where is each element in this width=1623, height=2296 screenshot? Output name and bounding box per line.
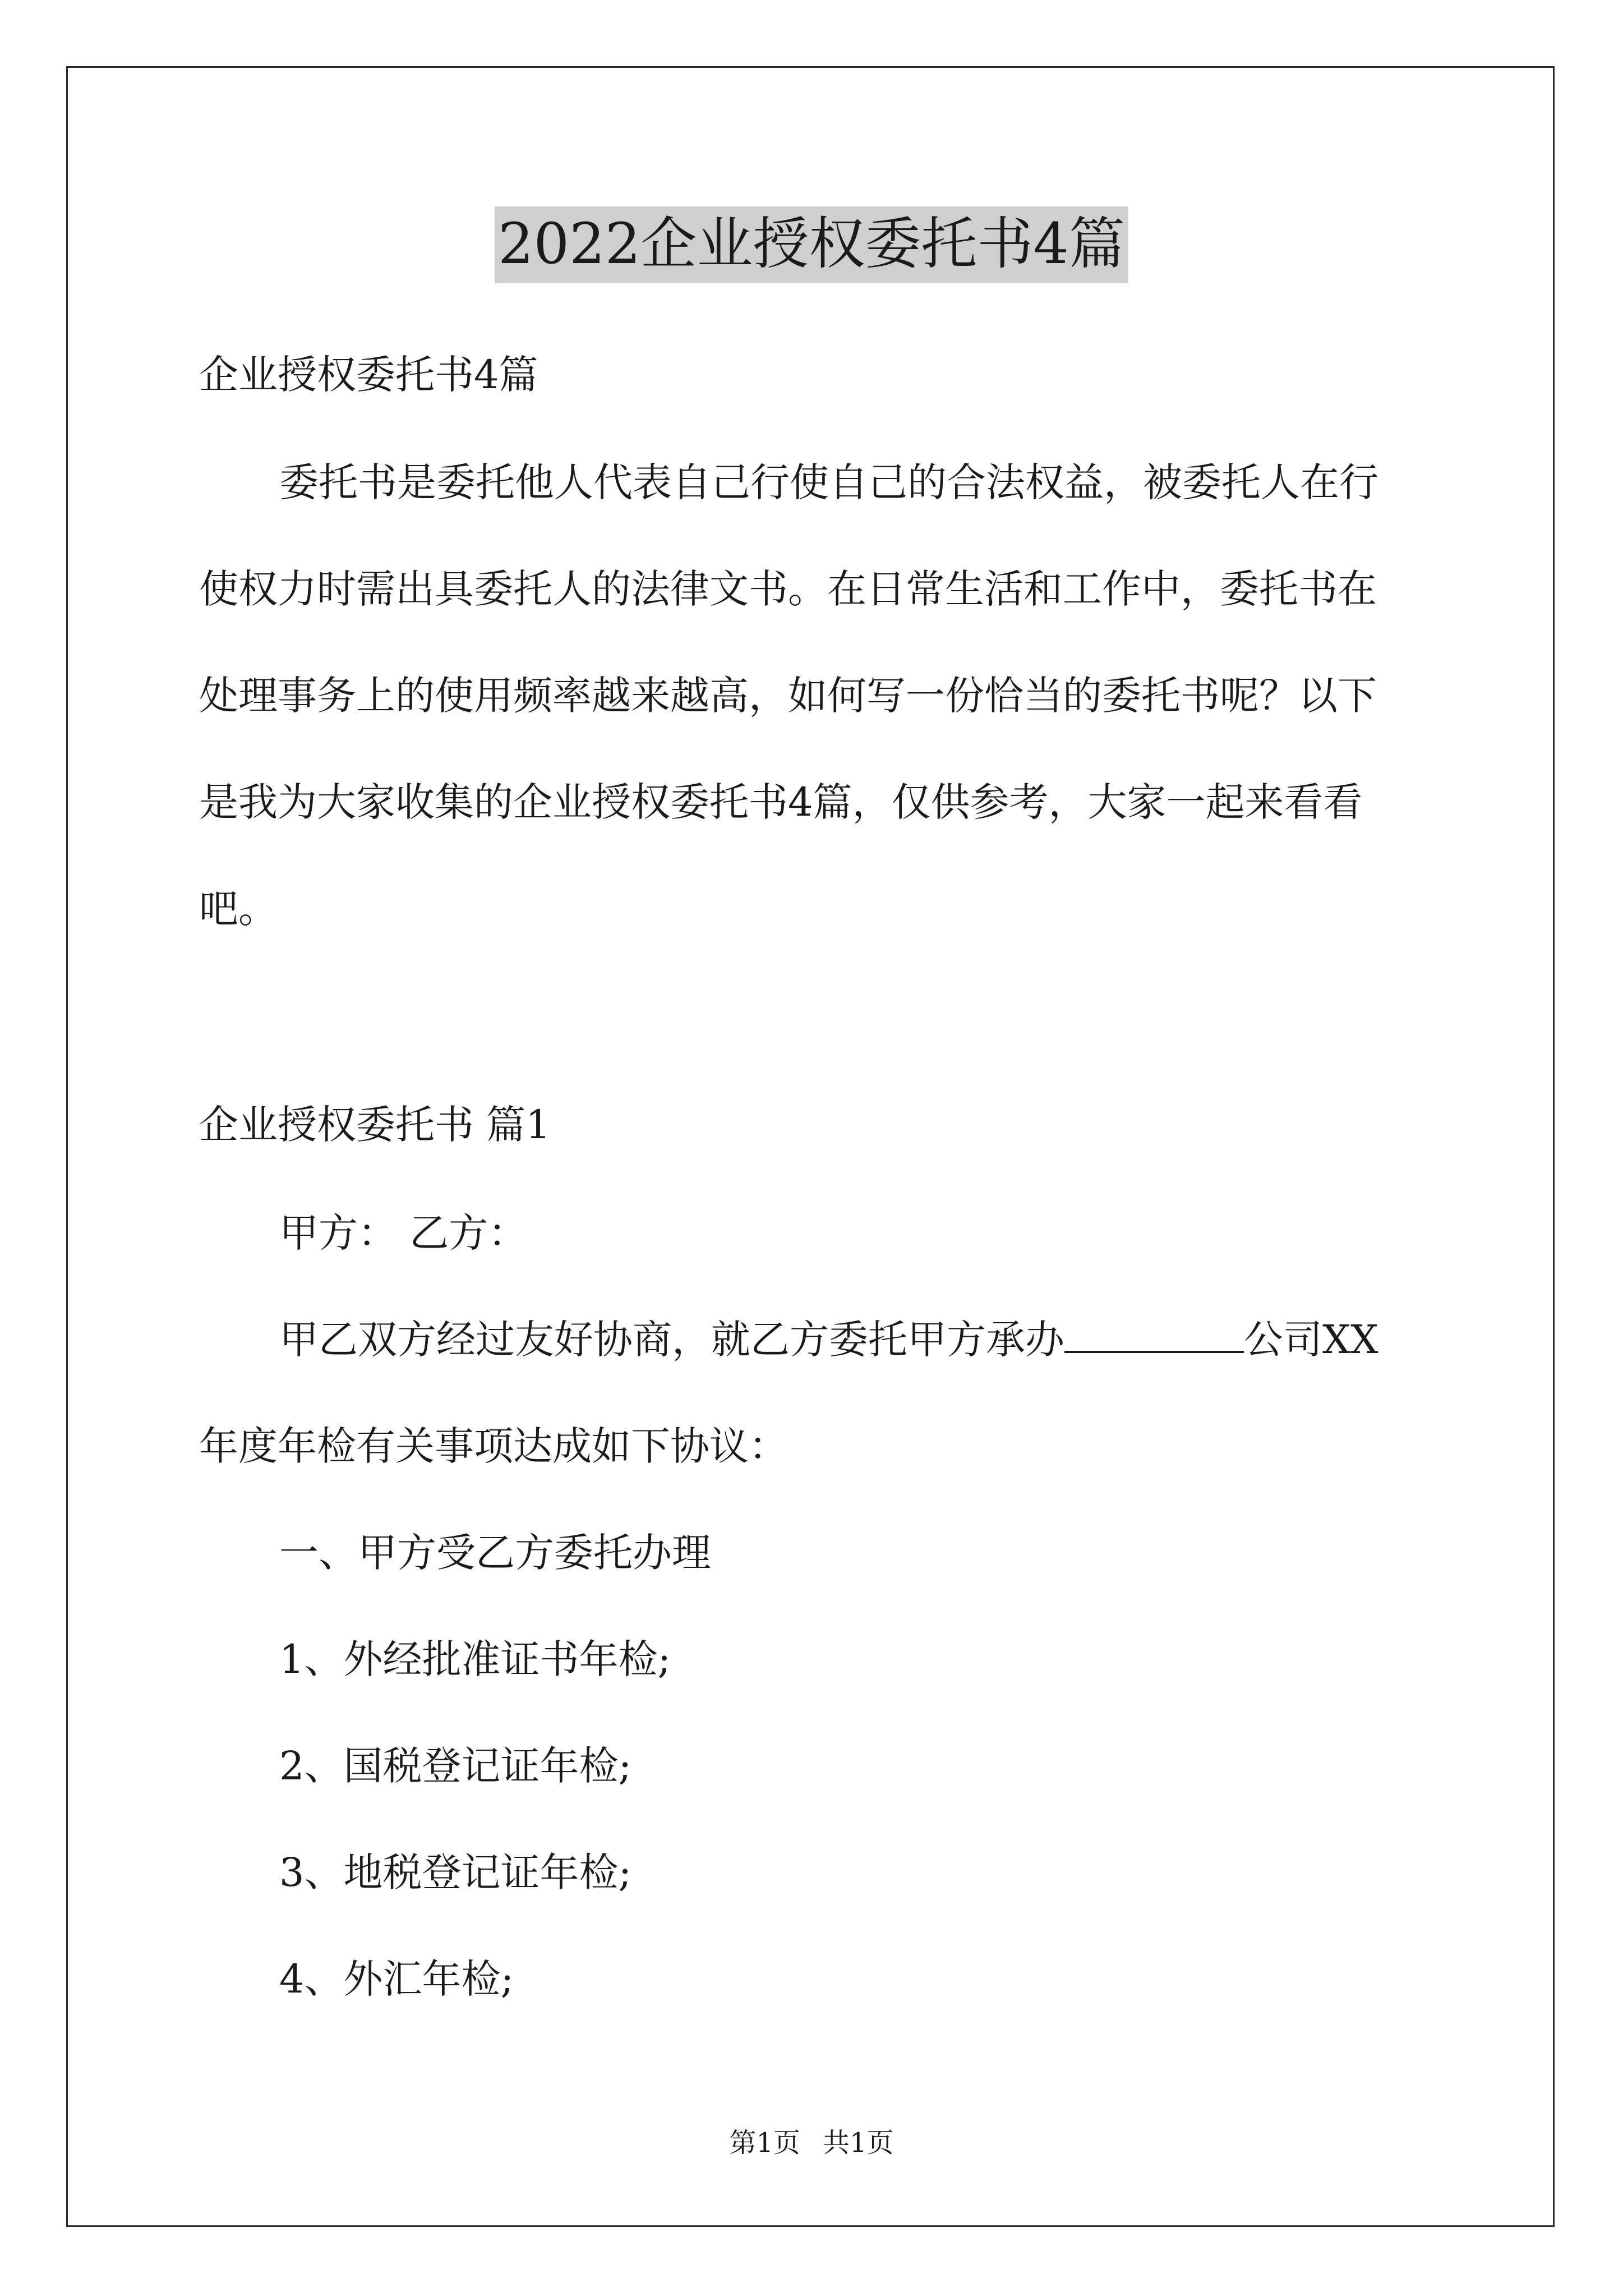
list-item: 3、地税登记证年检; xyxy=(279,1849,632,1895)
intro-line-3: 处理事务上的使用频率越来越高，如何写一份恰当的委托书呢？以下 xyxy=(199,673,1377,719)
intro-line-5: 吧。 xyxy=(199,886,278,932)
page-number-total: 共1页 xyxy=(823,2127,894,2159)
document-title xyxy=(0,202,1623,286)
agreement-text-before-blank: 甲乙双方经过友好协商，就乙方委托甲方承办 xyxy=(279,1317,1064,1363)
list-item: 2、国税登记证年检; xyxy=(279,1743,632,1789)
intro-heading: 企业授权委托书4篇 xyxy=(199,352,538,398)
page-number-current: 第1页 xyxy=(729,2127,800,2159)
parties-line: 甲方： 乙方： xyxy=(279,1210,528,1256)
agreement-text-after-blank: 公司XX xyxy=(1244,1317,1378,1363)
agreement-line-1 xyxy=(279,1312,1378,1368)
list-item: 4、外汇年检; xyxy=(279,1956,514,2002)
document-title-text: 2022企业授权委托书4篇 xyxy=(495,206,1128,283)
fill-in-blank xyxy=(1064,1317,1244,1353)
clause-heading: 一、甲方受乙方委托办理 xyxy=(279,1530,711,1576)
intro-line-1: 委托书是委托他人代表自己行使自己的合法权益，被委托人在行 xyxy=(279,459,1378,505)
section-heading: 企业授权委托书 篇1 xyxy=(199,1102,551,1148)
intro-line-4: 是我为大家收集的企业授权委托书4篇，仅供参考，大家一起来看看 xyxy=(199,779,1363,825)
intro-line-2: 使权力时需出具委托人的法律文书。在日常生活和工作中，委托书在 xyxy=(199,566,1377,612)
agreement-line-2: 年度年检有关事项达成如下协议： xyxy=(199,1423,788,1469)
page-footer xyxy=(0,2123,1623,2162)
list-item: 1、外经批准证书年检; xyxy=(279,1636,671,1682)
